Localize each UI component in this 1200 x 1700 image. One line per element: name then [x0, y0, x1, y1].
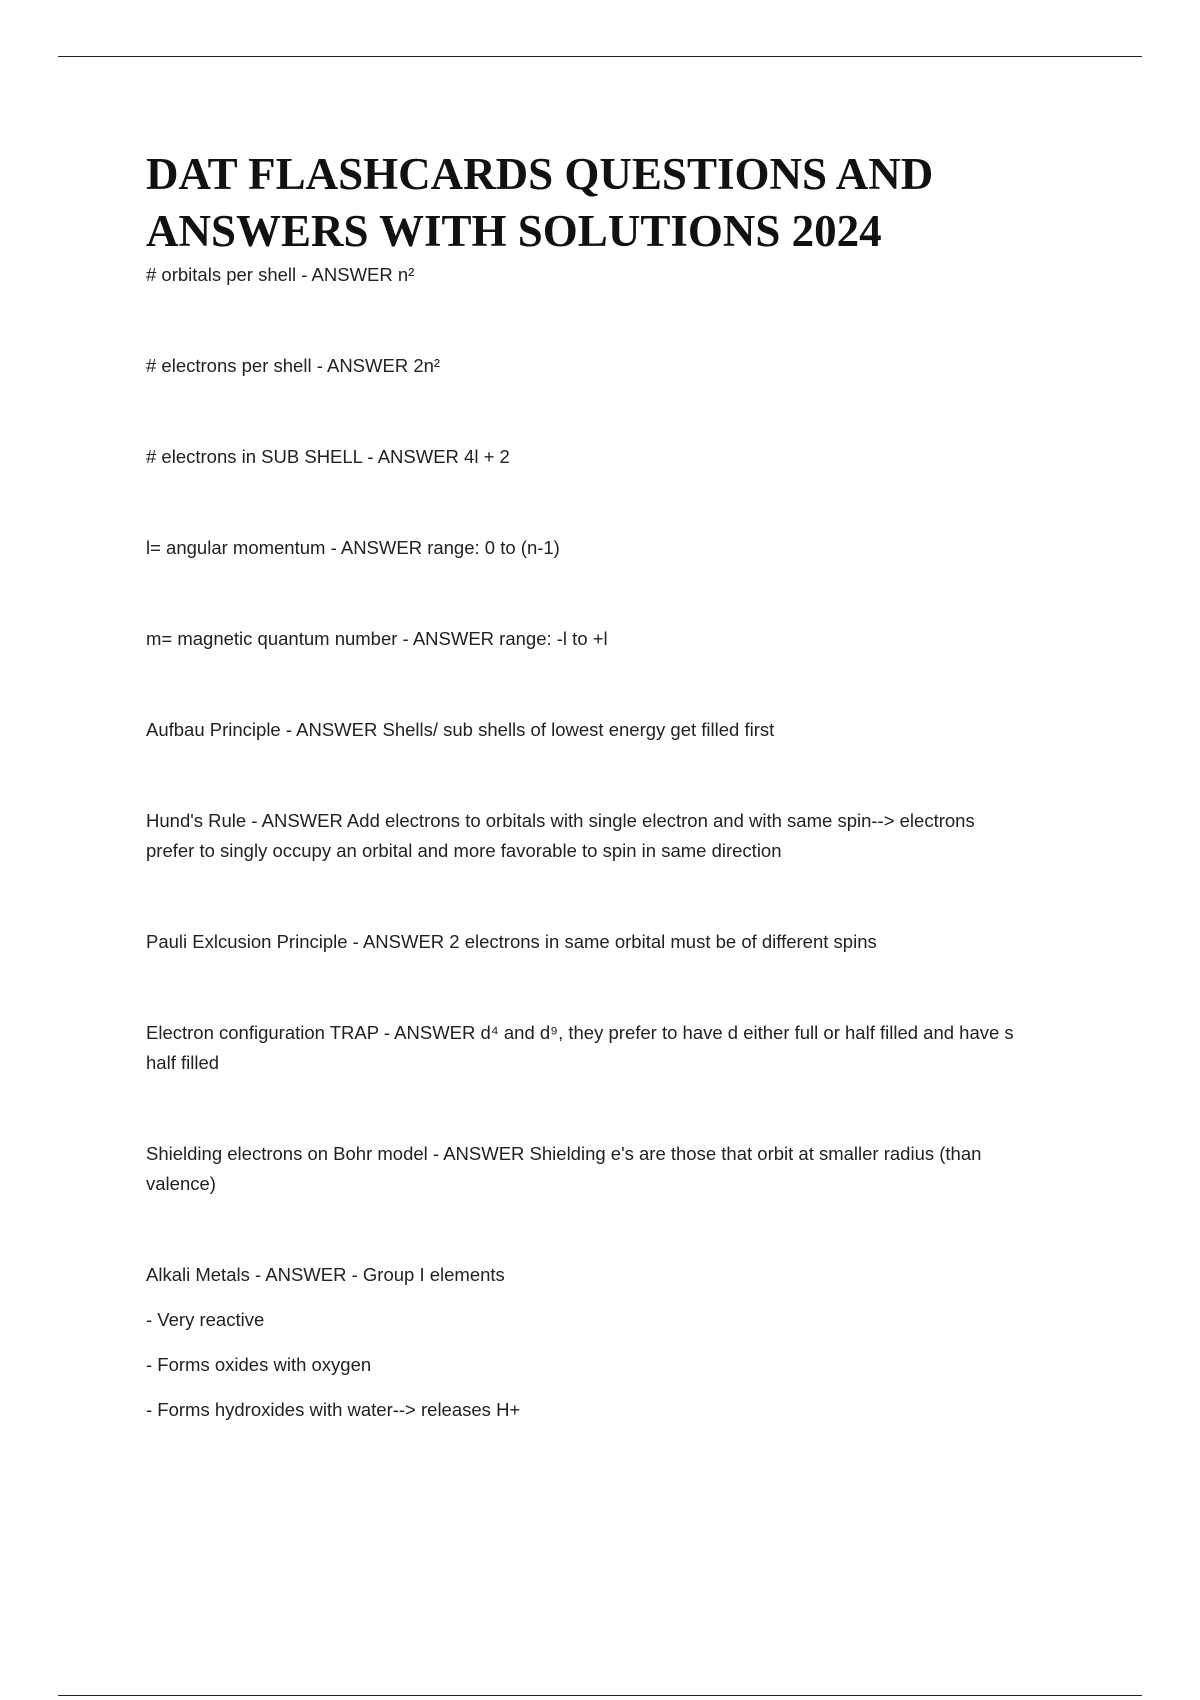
- flashcard-text: l= angular momentum - ANSWER range: 0 to (n-1): [146, 537, 560, 558]
- flashcard-text: # orbitals per shell - ANSWER n²: [146, 264, 415, 285]
- flashcard-text-line-1: Electron configuration TRAP - ANSWER d⁴ and d⁹, they prefer to have d either full or half filled and have s: [146, 1022, 1014, 1043]
- flashcard-text-line-1: Hund's Rule - ANSWER Add electrons to orbitals with single electron and with same spin--> electrons: [146, 810, 975, 831]
- flashcard-text: Aufbau Principle - ANSWER Shells/ sub shells of lowest energy get filled first: [146, 719, 775, 740]
- flashcard-text: Alkali Metals - ANSWER - Group I elements: [146, 1264, 505, 1285]
- flashcard-magnetic-quantum-number: [146, 624, 1096, 654]
- flashcard-text-line-2: half filled: [146, 1052, 220, 1073]
- document-title: DAT FLASHCARDS QUESTIONS AND ANSWERS WITH SOLUTIONS 2024: [146, 149, 934, 256]
- flashcard-bullet: - Forms hydroxides with water--> releases H+: [146, 1399, 521, 1420]
- flashcard-text-line-2: prefer to singly occupy an orbital and more favorable to spin in same direction: [146, 840, 782, 861]
- flashcard-text: # electrons in SUB SHELL - ANSWER 4l + 2: [146, 446, 510, 467]
- flashcard-text: # electrons per shell - ANSWER 2n²: [146, 355, 441, 376]
- flashcard-bullet: - Forms oxides with oxygen: [146, 1354, 372, 1375]
- flashcard-alkali-metals: [146, 1260, 1096, 1425]
- flashcard-aufbau-principle: [146, 715, 1096, 745]
- flashcard-angular-momentum: [146, 533, 1096, 563]
- flashcard-orbitals-per-shell: [146, 260, 1096, 290]
- flashcard-electron-configuration-trap: [146, 1018, 1096, 1078]
- flashcard-text: m= magnetic quantum number - ANSWER range: -l to +l: [146, 628, 608, 649]
- flashcard-text: Pauli Exlcusion Principle - ANSWER 2 electrons in same orbital must be of different spins: [146, 931, 877, 952]
- top-rule: [58, 56, 1142, 57]
- flashcard-bullet: - Very reactive: [146, 1309, 265, 1330]
- bottom-rule: [58, 1695, 1142, 1696]
- document-body: [146, 146, 1096, 1425]
- flashcard-shielding-electrons: [146, 1139, 1096, 1199]
- flashcard-pauli-exclusion: [146, 927, 1096, 957]
- flashcard-hunds-rule: [146, 806, 1096, 866]
- flashcard-text-line-2: valence): [146, 1173, 216, 1194]
- flashcard-text-line-1: Shielding electrons on Bohr model - ANSWER Shielding e's are those that orbit at smaller radius (than: [146, 1143, 982, 1164]
- flashcard-electrons-per-shell: [146, 351, 1096, 381]
- flashcard-electrons-in-subshell: [146, 442, 1096, 472]
